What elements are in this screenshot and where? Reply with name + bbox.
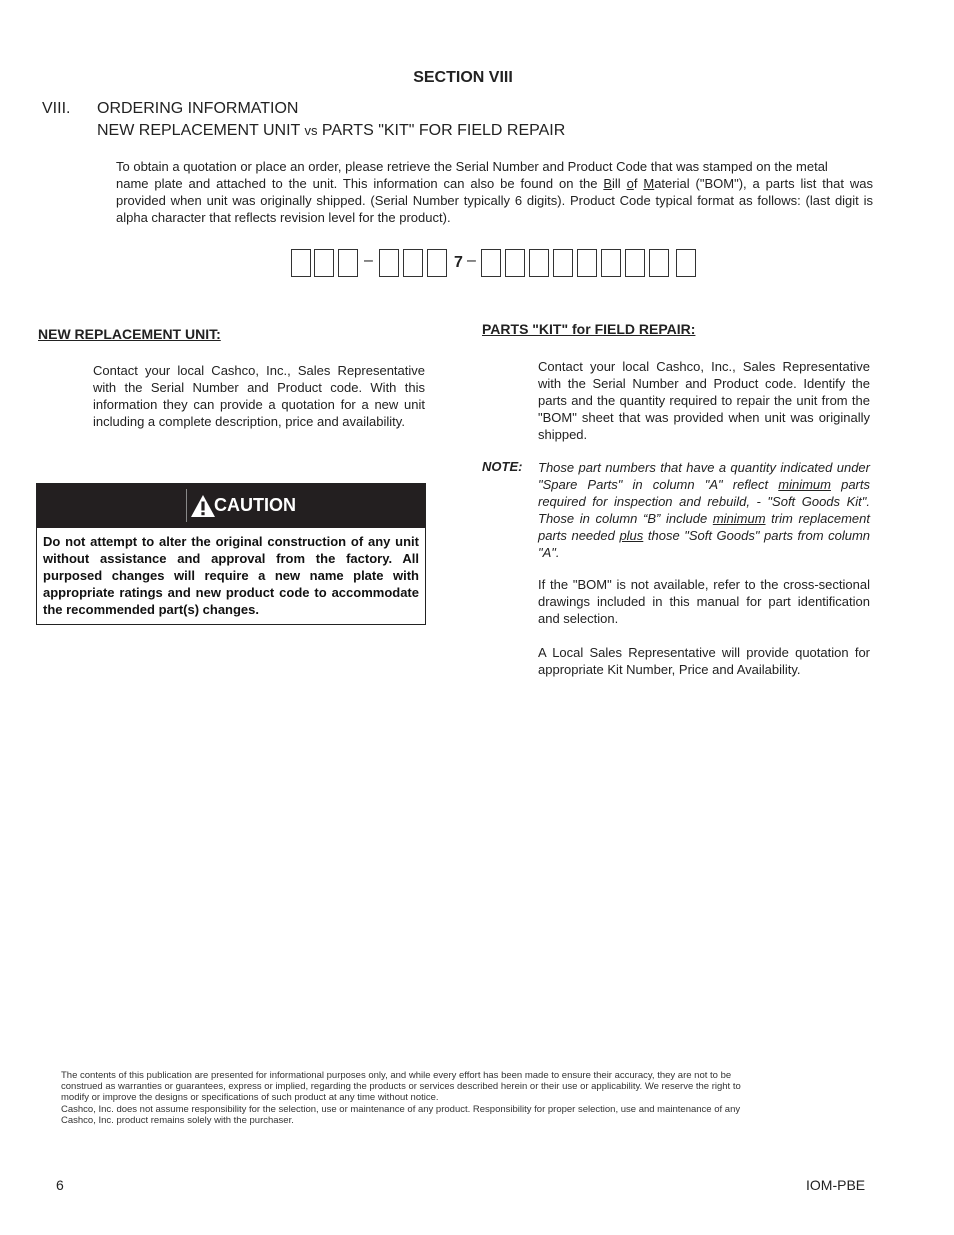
caution-box bbox=[36, 483, 426, 625]
heading-ordering-information: ORDERING INFORMATION bbox=[97, 100, 299, 117]
code-box bbox=[505, 249, 525, 277]
new-unit-text: Contact your local Cashco, Inc., Sales Representative with the Serial Number and Product code. With this information they can provide a quotation for a new unit including a complete description, price and availability. bbox=[93, 363, 425, 429]
bom-text: If the "BOM" is not available, refer to the cross-sectional drawings included in this manual for part identification and selection. bbox=[538, 577, 870, 626]
kit-heading: PARTS "KIT" for FIELD REPAIR: bbox=[482, 321, 696, 337]
section-number: VIII. bbox=[42, 100, 71, 117]
code-seven: 7 bbox=[454, 254, 463, 271]
code-box bbox=[291, 249, 311, 277]
code-box bbox=[601, 249, 621, 277]
code-box bbox=[676, 249, 696, 277]
code-box bbox=[338, 249, 358, 277]
page-number: 6 bbox=[56, 1177, 64, 1193]
quote-text: A Local Sales Representative will provide quotation for appropriate Kit Number, Price and Availability. bbox=[538, 645, 870, 677]
warning-icon bbox=[189, 493, 217, 519]
code-box bbox=[403, 249, 423, 277]
section-title: SECTION VIII bbox=[413, 69, 513, 86]
intro-paragraph: To obtain a quotation or place an order, please retrieve the Serial Number and Product Code that was stamped on the metal name plate and attached to the unit. This information can also be found on the Bill of Material ("BOM"), a parts list that was provided when unit was originally shipped. (Serial Number typically 6 digits). Product Code typical format as follows: (last digit is alpha character that reflects revision level for the product). bbox=[116, 159, 873, 225]
caution-text: Do not attempt to alter the original construction of any unit without assistance and approval from the factory. All purposed changes will require a new name plate with appropriate ratings and new product code to accommodate the recommended part(s) changes. bbox=[43, 534, 419, 617]
code-box bbox=[625, 249, 645, 277]
note-label: NOTE: bbox=[482, 459, 523, 474]
code-box bbox=[427, 249, 447, 277]
code-box bbox=[577, 249, 597, 277]
code-box bbox=[379, 249, 399, 277]
code-box bbox=[529, 249, 549, 277]
code-dash: – bbox=[467, 252, 476, 269]
code-box bbox=[649, 249, 669, 277]
code-box bbox=[553, 249, 573, 277]
code-box bbox=[314, 249, 334, 277]
note-text: Those part numbers that have a quantity indicated under "Spare Parts" in column "A" reflect minimum parts required for inspection and rebuild, - "Soft Goods Kit". Those in column “B” include minimum trim replacement parts needed plus those "Soft Goods" parts from column "A". bbox=[538, 460, 870, 560]
document-id: IOM-PBE bbox=[806, 1177, 866, 1193]
disclaimer: The contents of this publication are presented for informational purposes only, and while every effort has been made to ensure their accuracy, they are not to be construed as warranties or guarantees, express or implied, regarding the products or services described herein or their use or applicability. We reserve the right to modify or improve the designs or specifications of such product at any time without notice. Cashco, Inc. does not assume responsibility for the selection, use or maintenance of any product. Responsibility for proper selection, use and maintenance of any Cashco, Inc. product remains solely with the purchaser. bbox=[61, 1070, 741, 1126]
caution-banner bbox=[37, 484, 425, 528]
code-dash: – bbox=[364, 252, 373, 269]
divider bbox=[186, 489, 187, 522]
heading-replacement-vs-kit: NEW REPLACEMENT UNIT vs PARTS "KIT" FOR FIELD REPAIR bbox=[97, 122, 566, 139]
code-box bbox=[481, 249, 501, 277]
caution-title: CAUTION bbox=[214, 495, 296, 515]
kit-text: Contact your local Cashco, Inc., Sales Representative with the Serial Number and Product code. Identify the parts and the quantity required to repair the unit from the "BOM" sheet that was provided when unit was originally shipped. bbox=[538, 359, 870, 442]
new-unit-heading: NEW REPLACEMENT UNIT: bbox=[38, 326, 221, 342]
